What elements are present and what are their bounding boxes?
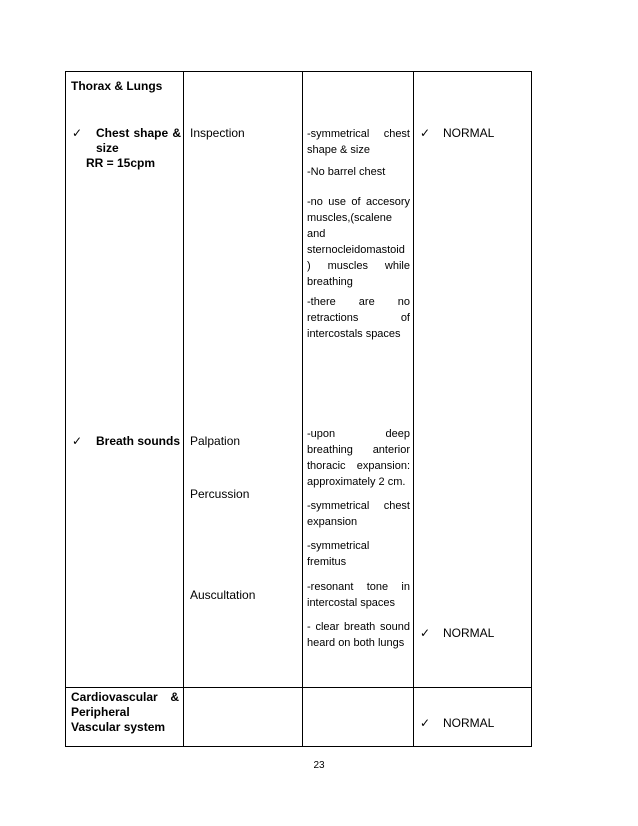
breath-method-auscultation: Auscultation xyxy=(190,588,256,602)
breath-status: NORMAL xyxy=(443,626,495,640)
page-number: 23 xyxy=(313,760,325,771)
finding-item: -symmetrical chest expansion xyxy=(307,500,410,528)
section-title: Thorax & Lungs xyxy=(71,79,163,93)
column-divider xyxy=(183,72,184,746)
breath-method-palpation: Palpation xyxy=(190,434,241,448)
checkmark-icon: ✓ xyxy=(420,626,431,640)
finding-item: -symmetrical fremitus xyxy=(307,540,370,568)
chest-status: NORMAL xyxy=(443,126,495,140)
assessment-table xyxy=(65,71,532,747)
finding-item: - clear breath sound heard on both lungs xyxy=(307,621,410,649)
row-divider xyxy=(66,687,531,688)
chest-assessment-label: Chest shape & size xyxy=(96,126,181,155)
respiratory-rate: RR = 15cpm xyxy=(86,156,156,170)
checkmark-icon: ✓ xyxy=(420,716,431,730)
breath-method-percussion: Percussion xyxy=(190,487,250,501)
finding-item: -symmetrical chest shape & size xyxy=(307,128,410,156)
finding-item: -there are no retractions of intercostals spaces xyxy=(307,296,410,340)
finding-item: -resonant tone in intercostal spaces xyxy=(307,581,410,609)
checkmark-icon: ✓ xyxy=(72,434,83,448)
column-divider xyxy=(413,72,414,746)
checkmark-icon: ✓ xyxy=(72,126,83,140)
breath-assessment-label: Breath sounds xyxy=(96,434,181,448)
finding-item: -No barrel chest xyxy=(307,166,386,178)
cardio-section-title: Cardiovascular & Peripheral Vascular system xyxy=(71,690,179,734)
finding-item: -no use of accesory muscles,(scalene and sternocleidomastoid ) muscles while breathing xyxy=(307,196,410,288)
column-divider xyxy=(302,72,303,746)
cardio-status: NORMAL xyxy=(443,716,495,730)
chest-method: Inspection xyxy=(190,126,245,140)
finding-item: -upon deep breathing anterior thoracic expansion: approximately 2 cm. xyxy=(307,428,410,488)
checkmark-icon: ✓ xyxy=(420,126,431,140)
